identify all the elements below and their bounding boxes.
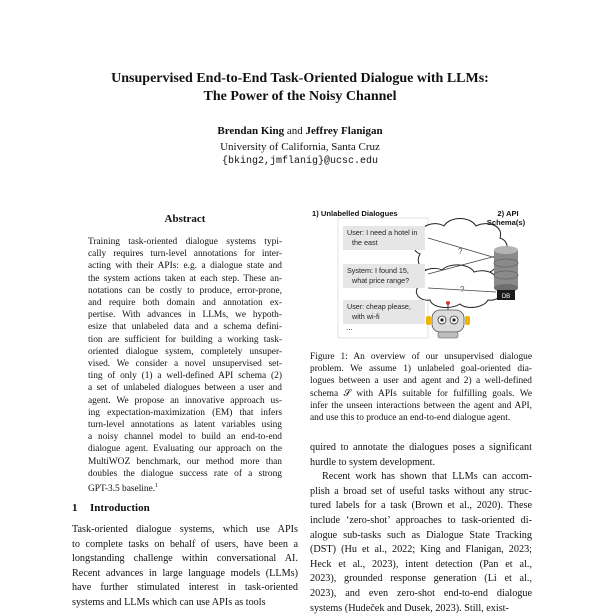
abstract-line: GPT-3.5 baseline.$^1$ bbox=[88, 483, 159, 495]
abstract-line: ing expectation-maximization (EM) that infers bbox=[88, 407, 282, 418]
caption-line: infer the unseen interactions between the agent and API, bbox=[310, 400, 532, 411]
section-title: Introduction bbox=[90, 502, 150, 514]
abstract-line: esize that unlabeled data and a schema defini- bbox=[88, 322, 282, 333]
footnote-mark: 1 bbox=[155, 483, 159, 490]
abstract-line: a set of unlabeled dialogues between a user and bbox=[88, 383, 282, 394]
author-1: Brendan King bbox=[217, 125, 285, 137]
body-line: hurdle to system development. bbox=[310, 456, 436, 468]
body-line: 2023), grounded response generation (Li et al., bbox=[310, 573, 532, 585]
utterance-system-1: System: I found 15, what price range? bbox=[343, 264, 425, 288]
section-heading-introduction bbox=[72, 502, 150, 514]
abstract-line: doubles the dialogue success rate of a strong bbox=[88, 468, 282, 479]
abstract-line: pertise. With advances in LLMs, we hypoth- bbox=[88, 310, 282, 321]
body-line: 2023), and even zero-shot end-to-end dialogue bbox=[310, 587, 532, 599]
caption-line: Figure 1: An overview of our unsupervised dialogue bbox=[310, 352, 532, 362]
abstract-line: vised. We consider a novel unsupervised set- bbox=[88, 359, 282, 370]
affiliation: University of California, Santa Cruz bbox=[220, 141, 380, 153]
utterance-ellipsis: ... bbox=[346, 323, 353, 332]
intro-line: Task-oriented dialogue systems, which use APIs bbox=[72, 524, 298, 535]
abstract-line: tion are sufficient for building a working task- bbox=[88, 334, 282, 345]
abstract-line: turn-level annotations as latent variables using bbox=[88, 420, 282, 431]
body-line: tured labels for a task (Brown et al., 2020). These bbox=[310, 500, 532, 512]
abstract-body bbox=[88, 236, 282, 495]
right-column-body bbox=[310, 441, 532, 616]
utterance-user-2: User: cheap please, with wi-fi bbox=[343, 300, 425, 324]
figure-label-dialogues: 1) Unlabelled Dialogues bbox=[312, 209, 398, 218]
abstract-line: the system actions taken at each step. These an- bbox=[88, 273, 282, 284]
figure-label-schema: Schema(s) bbox=[486, 218, 526, 227]
body-line: Recent work has shown that LLMs can accom- bbox=[322, 471, 532, 483]
intro-line: Recent advances in large language models (LLMs) bbox=[72, 567, 298, 579]
abstract-line: and require both domain and annotation ex- bbox=[88, 298, 282, 309]
db-label: DB bbox=[501, 294, 511, 300]
caption-line: problem. We assume 1) unlabeled goal-oriented dia- bbox=[310, 364, 532, 375]
body-line: quired to annotate the dialogues poses a significant bbox=[310, 442, 532, 453]
author-2: Jeffrey Flanigan bbox=[305, 125, 383, 137]
body-line: plish a broad set of useful tasks without any struc- bbox=[310, 485, 532, 497]
author-line bbox=[0, 124, 600, 139]
intro-line: longstanding challenge within conversational AI. bbox=[72, 553, 298, 565]
question-mark-2: ? bbox=[460, 285, 465, 294]
body-line: systems (Hudeček and Dusek, 2023). Still, exist- bbox=[310, 602, 509, 614]
author-email: {bking2,jmflanig}@ucsc.edu bbox=[221, 156, 379, 167]
caption-line: logues between a user and agent and 2) a well-defined bbox=[310, 376, 532, 387]
body-line: alogue sub-tasks such as Dialogue State Tracking bbox=[310, 529, 532, 541]
paper-title-line-1: Unsupervised End-to-End Task-Oriented Dialogue with LLMs: bbox=[111, 71, 489, 86]
abstract-line: MultiWOZ benchmark, our method more than bbox=[88, 456, 282, 467]
database-icon bbox=[494, 246, 518, 292]
figure-caption bbox=[310, 351, 532, 424]
intro-line: systems and LLMs which can use APIs as tools bbox=[72, 596, 266, 608]
abstract-line: oriented dialogue system, completely unsuper- bbox=[88, 346, 282, 357]
abstract-line: Training task-oriented dialogue systems typi- bbox=[88, 237, 282, 247]
abstract-line: ting of only (1) a well-defined API schema (2) bbox=[88, 371, 282, 382]
paper-title-line-2: The Power of the Noisy Channel bbox=[203, 89, 397, 104]
author-conjunction: and bbox=[286, 125, 303, 137]
abstract-line: agent. We propose an innovative approach us- bbox=[88, 395, 282, 406]
section-number: 1 bbox=[72, 502, 78, 514]
caption-line: schema 𝒮 with APIs suitable for fulfilling goals. We bbox=[310, 388, 532, 399]
caption-line: and use this to produce an end-to-end dialogue agent. bbox=[310, 413, 511, 424]
abstract-heading: Abstract bbox=[164, 213, 206, 225]
body-line: include ‘zero-shot’ approaches to task-oriented di- bbox=[310, 514, 532, 526]
figure-label-api: 2) API bbox=[497, 209, 519, 218]
utterance-user-1: User: I need a hotel in the east bbox=[343, 226, 425, 250]
abstract-line: acting with their APIs: e.g. a dialogue state and bbox=[88, 261, 282, 272]
abstract-line: a noisy channel model to build an end-to-end bbox=[88, 432, 282, 443]
abstract-line: cally requires turn-level annotations for inter- bbox=[88, 249, 282, 260]
question-mark-1: ? bbox=[458, 247, 463, 256]
abstract-line: dialogue agent. Evaluating our approach on the bbox=[88, 444, 282, 455]
abstract-line: notations can be costly to produce, error-prone, bbox=[88, 285, 282, 296]
latent-cloud bbox=[413, 219, 507, 308]
intro-line: have further stimulated interest in task-oriented bbox=[72, 582, 298, 594]
intro-line: to complete tasks on behalf of users, have been a bbox=[72, 538, 298, 550]
body-line: Heck et al., 2023), intent detection (Pan et al., bbox=[310, 558, 532, 570]
introduction-body bbox=[72, 523, 298, 611]
body-line: (DST) (Hu et al., 2022; King and Flanigan, 2023; bbox=[310, 544, 532, 556]
